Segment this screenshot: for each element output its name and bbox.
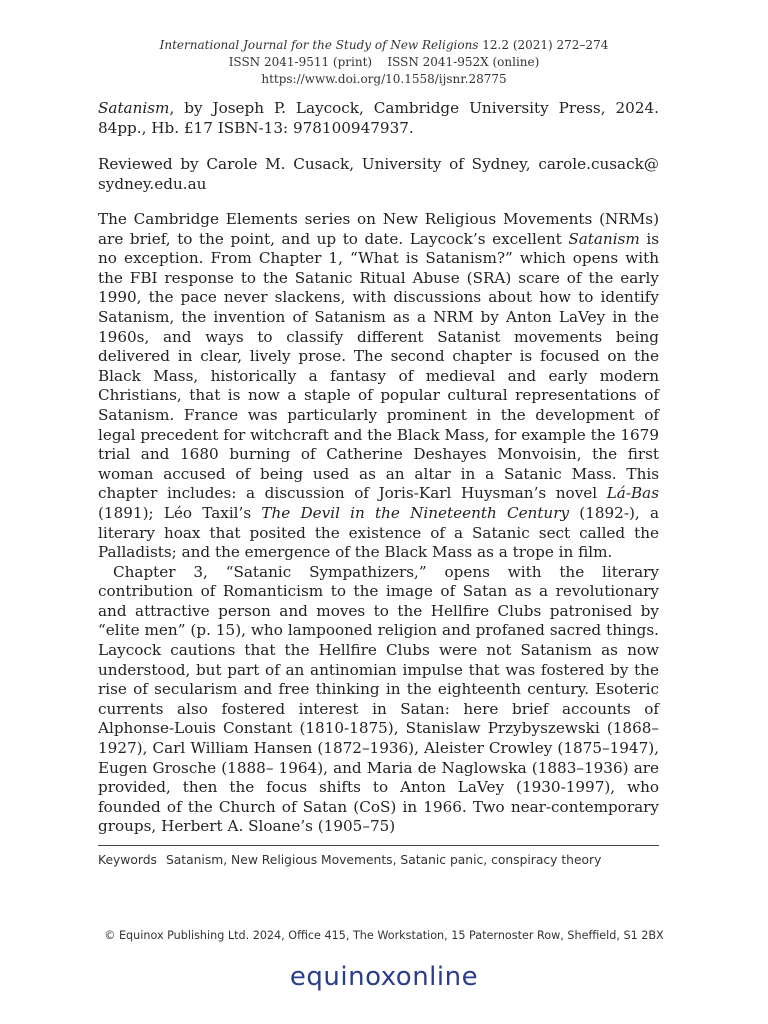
- logo-online: online: [395, 962, 479, 992]
- body-text: is no exception. From Chapter 1, “What is Satanism?” which opens with the FBI response to the Satanic Ritual Abuse (SRA) scare of the early 1990, the pace never slackens, with discussions about how to identify Satanism, the invention of Satanism as a NRM by Anton LaVey in the 1960s, and ways to classify different Satanist movements being delivered in clear, lively prose. The second chapter is focused on the Black Mass, historically a fantasy of medieval and early modern Christians, that is now a staple of popular cultural representations of Satanism. France was particularly prominent in the development of legal precedent for witchcraft and the Black Mass, for example the 1679 trial and 1680 burning of Catherine Deshayes Monvoisin, the first woman accused of being used as an altar in a Satanic Mass. This chapter includes: a discussion of Joris-Karl Huysman’s novel: [98, 229, 659, 503]
- italic-title: Satanism: [568, 229, 640, 248]
- body-paragraph-1: [98, 210, 659, 563]
- journal-volume: 12.2 (2021) 272–274: [482, 38, 609, 52]
- reviewer-text: Reviewed by Carole M. Cusack, University of Sydney, carole.cusack@ sydney.edu.au: [98, 155, 659, 193]
- italic-title: Lá-Bas: [606, 484, 659, 503]
- body-text: (1892-), a literary hoax that posited the existence of a Satanic sect called the Palladists; and the emergence of the Black Mass as a trope in film.: [98, 503, 659, 562]
- body-paragraph-2: Chapter 3, “Satanic Sympathizers,” opens with the literary contribution of Romanticism to the image of Satan as a revolutionary and attractive person and moves to the Hellfire Clubs patronised by “elite men” (p. 15), who lampooned religion and profaned sacred things. Laycock cautions that the Hellfire Clubs were not Satanism as now understood, but part of an antinomian impulse that was fostered by the rise of secularism and free thinking in the eighteenth century. Esoteric currents also fostered interest in Satan: here brief accounts of Alphonse-Louis Constant (1810-1875), Stanislaw Przybyszewski (1868–1927), Carl William Hansen (1872–1936), Aleister Crowley (1875–1947), Eugen Grosche (1888– 1964), and Maria de Naglowska (1883–1936) are provided, then the focus shifts to Anton LaVey (1930-1997), who founded of the Church of Satan (CoS) in 1966. Two near-contemporary groups, Herbert A. Sloane’s (1905–75): [98, 562, 659, 836]
- journal-citation: [0, 37, 768, 54]
- footnote-divider: [98, 845, 659, 846]
- book-details: , by Joseph P. Laycock, Cambridge University Press, 2024. 84pp., Hb. £17 ISBN-13: 978100947937.: [98, 99, 659, 137]
- journal-title: International Journal for the Study of New Religions: [159, 38, 479, 52]
- journal-doi[interactable]: https://www.doi.org/10.1558/ijsnr.28775: [261, 72, 507, 86]
- logo-equinox: equinox: [289, 962, 396, 992]
- journal-issn: ISSN 2041-9511 (print) ISSN 2041-952X (online): [228, 55, 540, 69]
- italic-title: The Devil in the Nineteenth Century: [261, 503, 570, 522]
- book-citation: [98, 99, 659, 138]
- review-body: [98, 210, 659, 837]
- body-text: (1891); Léo Taxil’s: [98, 503, 262, 522]
- publisher-logo: [0, 960, 768, 994]
- copyright-notice: © Equinox Publishing Ltd. 2024, Office 415, The Workstation, 15 Paternoster Row, Sheffield, S1 2BX: [104, 929, 664, 942]
- keywords-text: Satanism, New Religious Movements, Satanic panic, conspiracy theory: [165, 853, 602, 867]
- reviewer-line: [98, 155, 659, 194]
- book-title: Satanism: [98, 99, 170, 117]
- keywords-label: Keywords: [98, 853, 157, 867]
- body-text: The Cambridge Elements series on New Religious Movements (NRMs) are brief, to the point, and up to date. Laycock’s excellent: [98, 210, 659, 248]
- keywords: [98, 853, 601, 867]
